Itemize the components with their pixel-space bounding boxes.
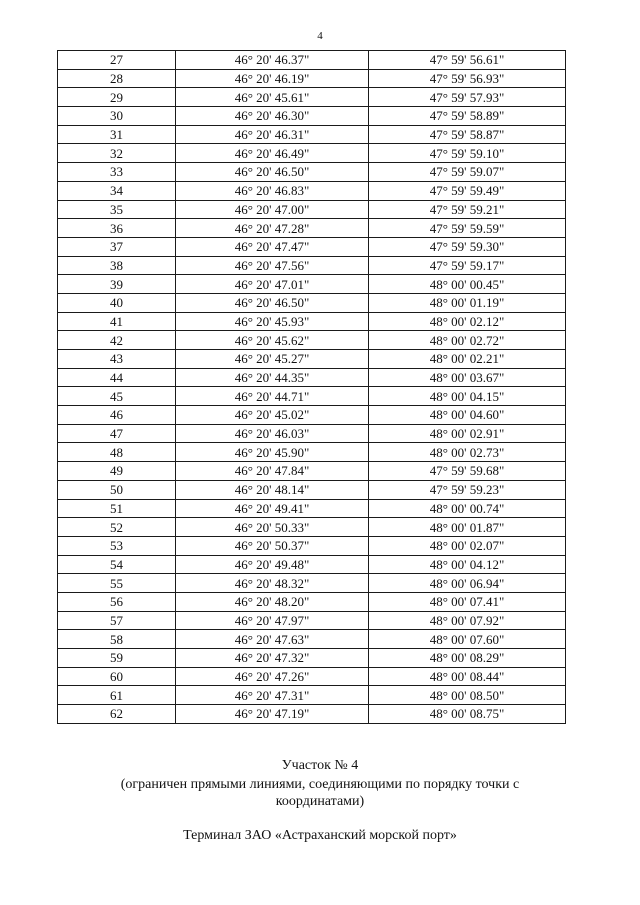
table-row [58, 592, 566, 611]
latitude-cell: 46° 20' 46.03" [176, 424, 369, 443]
table-row [58, 499, 566, 518]
longitude-cell: 48° 00' 02.72" [369, 331, 566, 350]
longitude-cell: 47° 59' 59.07" [369, 163, 566, 182]
latitude-cell: 46° 20' 44.35" [176, 368, 369, 387]
point-number-cell: 62 [58, 705, 176, 724]
table-row [58, 368, 566, 387]
table-row [58, 555, 566, 574]
point-number-cell: 36 [58, 219, 176, 238]
latitude-cell: 46° 20' 46.50" [176, 293, 369, 312]
table-row [58, 574, 566, 593]
point-number-cell: 49 [58, 462, 176, 481]
latitude-cell: 46° 20' 45.90" [176, 443, 369, 462]
point-number-cell: 57 [58, 611, 176, 630]
latitude-cell: 46° 20' 47.32" [176, 649, 369, 668]
table-row [58, 163, 566, 182]
point-number-cell: 52 [58, 518, 176, 537]
point-number-cell: 56 [58, 592, 176, 611]
longitude-cell: 47° 59' 59.59" [369, 219, 566, 238]
longitude-cell: 48° 00' 02.07" [369, 536, 566, 555]
table-row [58, 312, 566, 331]
latitude-cell: 46° 20' 47.26" [176, 667, 369, 686]
latitude-cell: 46° 20' 50.33" [176, 518, 369, 537]
point-number-cell: 44 [58, 368, 176, 387]
longitude-cell: 48° 00' 02.21" [369, 350, 566, 369]
table-row [58, 144, 566, 163]
point-number-cell: 38 [58, 256, 176, 275]
table-row [58, 387, 566, 406]
table-row [58, 88, 566, 107]
longitude-cell: 47° 59' 59.49" [369, 181, 566, 200]
coordinates-table [57, 50, 566, 724]
point-number-cell: 34 [58, 181, 176, 200]
table-row [58, 630, 566, 649]
latitude-cell: 46° 20' 46.19" [176, 69, 369, 88]
table-row [58, 181, 566, 200]
latitude-cell: 46° 20' 47.19" [176, 705, 369, 724]
longitude-cell: 47° 59' 59.21" [369, 200, 566, 219]
table-row [58, 350, 566, 369]
point-number-cell: 28 [58, 69, 176, 88]
longitude-cell: 47° 59' 59.10" [369, 144, 566, 163]
point-number-cell: 47 [58, 424, 176, 443]
table-row [58, 424, 566, 443]
point-number-cell: 32 [58, 144, 176, 163]
latitude-cell: 46° 20' 47.31" [176, 686, 369, 705]
point-number-cell: 35 [58, 200, 176, 219]
longitude-cell: 47° 59' 59.17" [369, 256, 566, 275]
coordinates-table-body [58, 51, 566, 724]
point-number-cell: 43 [58, 350, 176, 369]
longitude-cell: 48° 00' 00.74" [369, 499, 566, 518]
point-number-cell: 40 [58, 293, 176, 312]
table-row [58, 275, 566, 294]
latitude-cell: 46° 20' 48.14" [176, 480, 369, 499]
longitude-cell: 48° 00' 08.29" [369, 649, 566, 668]
latitude-cell: 46° 20' 47.56" [176, 256, 369, 275]
longitude-cell: 48° 00' 02.73" [369, 443, 566, 462]
table-row [58, 611, 566, 630]
longitude-cell: 48° 00' 06.94" [369, 574, 566, 593]
point-number-cell: 54 [58, 555, 176, 574]
point-number-cell: 55 [58, 574, 176, 593]
longitude-cell: 48° 00' 08.50" [369, 686, 566, 705]
latitude-cell: 46° 20' 44.71" [176, 387, 369, 406]
longitude-cell: 47° 59' 59.23" [369, 480, 566, 499]
table-row [58, 518, 566, 537]
longitude-cell: 47° 59' 59.30" [369, 237, 566, 256]
latitude-cell: 46° 20' 45.93" [176, 312, 369, 331]
section-title: Участок № 4 [281, 758, 359, 773]
table-row [58, 51, 566, 70]
point-number-cell: 48 [58, 443, 176, 462]
point-number-cell: 27 [58, 51, 176, 70]
longitude-cell: 48° 00' 07.41" [369, 592, 566, 611]
latitude-cell: 46° 20' 47.97" [176, 611, 369, 630]
latitude-cell: 46° 20' 45.61" [176, 88, 369, 107]
table-row [58, 536, 566, 555]
table-row [58, 237, 566, 256]
point-number-cell: 31 [58, 125, 176, 144]
latitude-cell: 46° 20' 47.63" [176, 630, 369, 649]
longitude-cell: 47° 59' 56.93" [369, 69, 566, 88]
latitude-cell: 46° 20' 47.01" [176, 275, 369, 294]
table-row [58, 443, 566, 462]
longitude-cell: 47° 59' 57.93" [369, 88, 566, 107]
longitude-cell: 48° 00' 03.67" [369, 368, 566, 387]
latitude-cell: 46° 20' 48.32" [176, 574, 369, 593]
longitude-cell: 48° 00' 07.92" [369, 611, 566, 630]
longitude-cell: 48° 00' 01.19" [369, 293, 566, 312]
latitude-cell: 46° 20' 45.62" [176, 331, 369, 350]
longitude-cell: 48° 00' 04.15" [369, 387, 566, 406]
table-row [58, 462, 566, 481]
latitude-cell: 46° 20' 48.20" [176, 592, 369, 611]
point-number-cell: 30 [58, 107, 176, 126]
table-row [58, 667, 566, 686]
point-number-cell: 51 [58, 499, 176, 518]
terminal-name: Терминал ЗАО «Астраханский морской порт» [183, 828, 457, 843]
latitude-cell: 46° 20' 45.27" [176, 350, 369, 369]
table-row [58, 686, 566, 705]
section-description: (ограничен прямыми линиями, соединяющими по порядку точки с координатами) [120, 777, 520, 809]
latitude-cell: 46° 20' 46.37" [176, 51, 369, 70]
table-row [58, 293, 566, 312]
latitude-cell: 46° 20' 47.00" [176, 200, 369, 219]
longitude-cell: 48° 00' 00.45" [369, 275, 566, 294]
longitude-cell: 47° 59' 59.68" [369, 462, 566, 481]
longitude-cell: 48° 00' 07.60" [369, 630, 566, 649]
latitude-cell: 46° 20' 46.50" [176, 163, 369, 182]
page-number: 4 [317, 30, 323, 42]
point-number-cell: 41 [58, 312, 176, 331]
latitude-cell: 46° 20' 46.31" [176, 125, 369, 144]
longitude-cell: 48° 00' 01.87" [369, 518, 566, 537]
latitude-cell: 46° 20' 46.30" [176, 107, 369, 126]
latitude-cell: 46° 20' 50.37" [176, 536, 369, 555]
latitude-cell: 46° 20' 49.41" [176, 499, 369, 518]
table-row [58, 69, 566, 88]
point-number-cell: 29 [58, 88, 176, 107]
point-number-cell: 60 [58, 667, 176, 686]
point-number-cell: 42 [58, 331, 176, 350]
latitude-cell: 46° 20' 49.48" [176, 555, 369, 574]
point-number-cell: 45 [58, 387, 176, 406]
table-row [58, 107, 566, 126]
table-row [58, 649, 566, 668]
latitude-cell: 46° 20' 47.84" [176, 462, 369, 481]
point-number-cell: 58 [58, 630, 176, 649]
latitude-cell: 46° 20' 47.28" [176, 219, 369, 238]
point-number-cell: 46 [58, 406, 176, 425]
table-row [58, 480, 566, 499]
longitude-cell: 48° 00' 02.91" [369, 424, 566, 443]
table-row [58, 125, 566, 144]
latitude-cell: 46° 20' 46.49" [176, 144, 369, 163]
table-row [58, 705, 566, 724]
point-number-cell: 53 [58, 536, 176, 555]
table-row [58, 219, 566, 238]
point-number-cell: 50 [58, 480, 176, 499]
point-number-cell: 33 [58, 163, 176, 182]
longitude-cell: 48° 00' 08.44" [369, 667, 566, 686]
point-number-cell: 61 [58, 686, 176, 705]
point-number-cell: 39 [58, 275, 176, 294]
table-row [58, 200, 566, 219]
longitude-cell: 48° 00' 08.75" [369, 705, 566, 724]
longitude-cell: 48° 00' 04.12" [369, 555, 566, 574]
table-row [58, 406, 566, 425]
longitude-cell: 48° 00' 02.12" [369, 312, 566, 331]
latitude-cell: 46° 20' 47.47" [176, 237, 369, 256]
longitude-cell: 48° 00' 04.60" [369, 406, 566, 425]
longitude-cell: 47° 59' 56.61" [369, 51, 566, 70]
point-number-cell: 37 [58, 237, 176, 256]
table-row [58, 256, 566, 275]
longitude-cell: 47° 59' 58.87" [369, 125, 566, 144]
point-number-cell: 59 [58, 649, 176, 668]
latitude-cell: 46° 20' 45.02" [176, 406, 369, 425]
longitude-cell: 47° 59' 58.89" [369, 107, 566, 126]
table-row [58, 331, 566, 350]
latitude-cell: 46° 20' 46.83" [176, 181, 369, 200]
